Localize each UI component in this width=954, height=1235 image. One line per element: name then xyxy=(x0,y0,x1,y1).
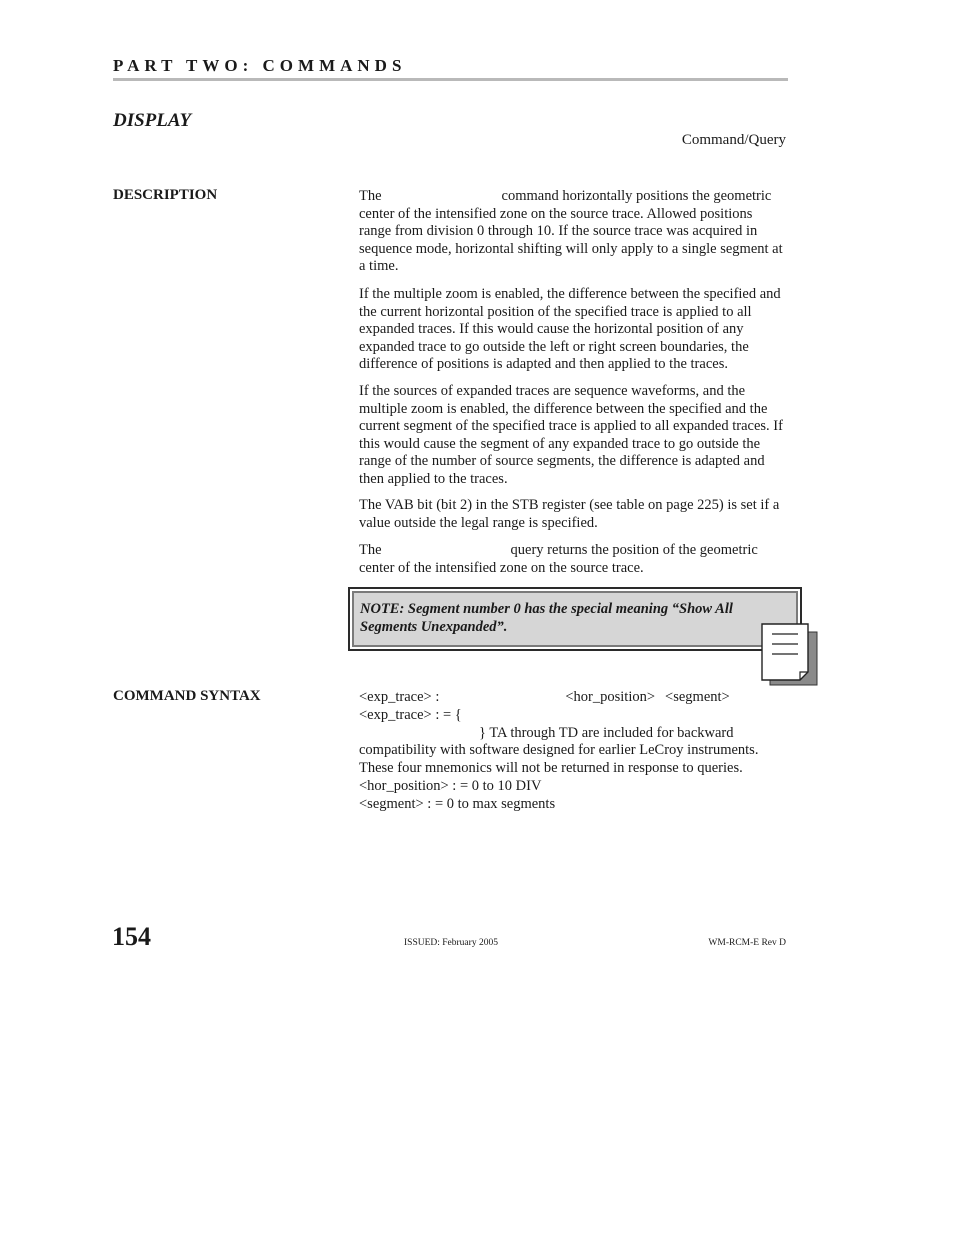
syntax-line-7: <segment> : = 0 to max segments xyxy=(359,795,556,812)
paragraph-5-start: The xyxy=(359,542,382,558)
paragraph-1-start: The xyxy=(359,188,382,204)
syntax-exp-trace: <exp_trace> : xyxy=(359,689,440,705)
syntax-line-4: compatibility with software designed for earlier LeCroy instruments. xyxy=(359,742,759,759)
running-header xyxy=(113,56,406,76)
syntax-line-2: <exp_trace> : = { xyxy=(359,706,462,723)
command-syntax-block xyxy=(359,689,787,814)
note-page-icon xyxy=(760,620,820,695)
syntax-hor-position: <hor_position> xyxy=(565,689,656,705)
syntax-line-6: <hor_position> : = 0 to 10 DIV xyxy=(359,777,542,794)
page-number: 154 xyxy=(112,922,151,951)
running-header-text: PART TWO: COMMANDS xyxy=(113,56,407,75)
syntax-segment: <segment> xyxy=(665,689,730,705)
description-paragraph-3: If the sources of expanded traces are sequence waveforms, and the multiple zoom is enabled, the difference between the specified and the current segment of the specified trace is applied to all expanded traces. If this would cause the segment of any expanded trace to go outside the range of the number of source segments, the difference is adapted and then applied to the traces. xyxy=(359,383,783,487)
paragraph-1-rest: command horizontally positions the geometric center of the intensified zone on the source trace. Allowed positions range from division 0 through 10. If the source trace was acquired in sequence mode, horizontal shifting will only apply to a single segment at a time. xyxy=(359,188,783,275)
section-title: DISPLAY xyxy=(113,110,192,131)
command-type-label: Command/Query xyxy=(681,132,786,148)
description-paragraph-5 xyxy=(359,542,787,577)
note-page-icon-graphic xyxy=(760,620,820,690)
paragraph-5-rest: query returns the position of the geometric center of the intensified zone on the source trace. xyxy=(359,542,758,576)
syntax-line-3: } TA through TD are included for backward xyxy=(479,724,734,741)
footer-document-id: WM-RCM-E Rev D xyxy=(708,938,786,948)
description-paragraph-4: The VAB bit (bit 2) in the STB register (see table on page 225) is set if a value outside the legal range is specified. xyxy=(359,497,780,531)
header-rule xyxy=(113,78,788,81)
description-heading: DESCRIPTION xyxy=(113,187,218,203)
syntax-line-5: These four mnemonics will not be returned in response to queries. xyxy=(359,760,743,777)
note-text: NOTE: Segment number 0 has the special meaning “Show All Segments Unexpanded”. xyxy=(360,601,733,635)
description-paragraph-2: If the multiple zoom is enabled, the difference between the specified and the current horizontal position of the specified trace is applied to all expanded traces. If this would cause the horizontal position of any expanded trace to go outside the left or right screen boundaries, the difference of positions is adapted and then applied to the traces. xyxy=(359,286,781,373)
command-syntax-heading: COMMAND SYNTAX xyxy=(113,688,261,704)
syntax-line-1 xyxy=(359,689,787,707)
note-box xyxy=(348,587,802,651)
description-paragraph-1 xyxy=(359,188,787,276)
footer-issued-date: ISSUED: February 2005 xyxy=(404,938,498,948)
